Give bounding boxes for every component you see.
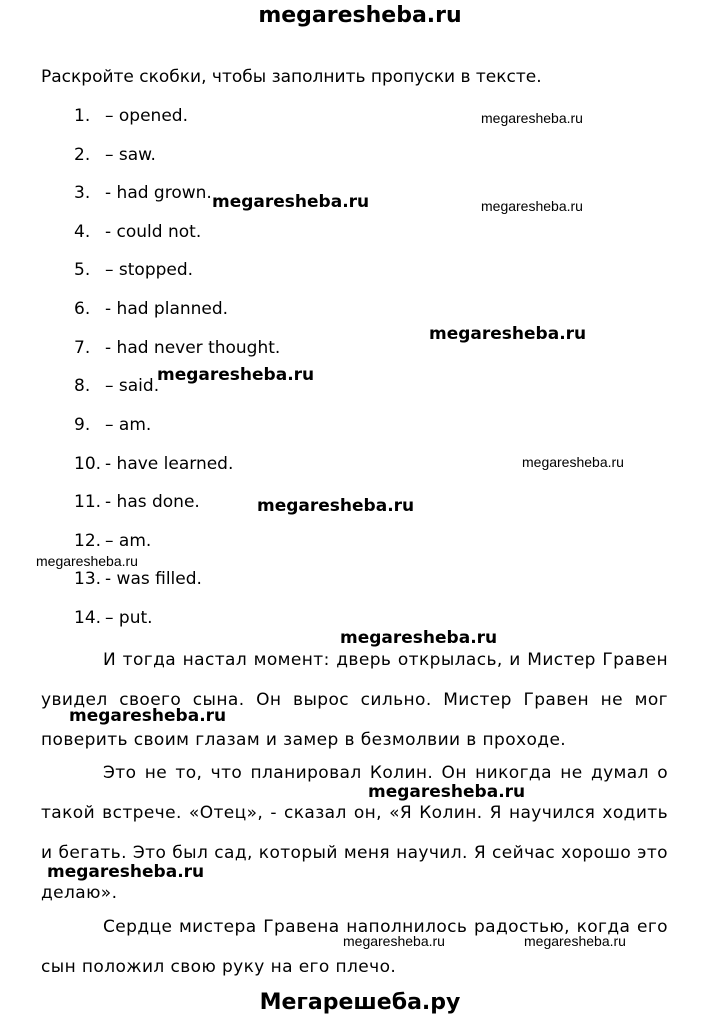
watermark: megaresheba.ru bbox=[429, 324, 587, 344]
list-item: 7. - had never thought. bbox=[74, 338, 281, 358]
list-item: 10. - have learned. bbox=[74, 454, 234, 474]
watermark: megaresheba.ru bbox=[257, 496, 415, 516]
watermark: megaresheba.ru bbox=[47, 862, 205, 882]
watermark: megaresheba.ru bbox=[212, 192, 370, 212]
page-header: megaresheba.ru bbox=[258, 3, 462, 28]
watermark: megaresheba.ru bbox=[340, 628, 498, 648]
list-item: 1. – opened. bbox=[74, 106, 188, 126]
list-item: 12. – am. bbox=[74, 531, 152, 551]
watermark: megaresheba.ru bbox=[69, 706, 227, 726]
list-item: 6. - had planned. bbox=[74, 299, 229, 319]
list-item: 9. – am. bbox=[74, 415, 152, 435]
watermark: megaresheba.ru bbox=[481, 110, 583, 126]
watermark: megaresheba.ru bbox=[522, 454, 624, 470]
page-footer: Мегарешеба.ру bbox=[259, 990, 461, 1015]
watermark: megaresheba.ru bbox=[368, 782, 526, 802]
list-item: 8. – said. bbox=[74, 376, 160, 396]
translation-paragraph-1: И тогда настал момент: дверь открылась, и Мистер Гравен увидел своего сына. Он вырос сильно. Мистер Гравен не мог поверить своим глазам и замер в безмолвии в проходе. bbox=[41, 650, 668, 750]
list-item: 4. - could not. bbox=[74, 222, 202, 242]
translation-paragraph-2: Это не то, что планировал Колин. Он никогда не думал о такой встрече. «Отец», - сказал он, «Я Колин. Я научился ходить и бегать. Это был сад, который меня научил. Я сейчас хорошо это делаю». bbox=[41, 763, 668, 903]
list-item: 13. - was filled. bbox=[74, 569, 202, 589]
watermark: megaresheba.ru bbox=[343, 933, 445, 949]
translation-paragraph-3: Сердце мистера Гравена наполнилось радостью, когда его сын положил свою руку на его плечо. bbox=[41, 917, 668, 977]
list-item: 5. – stopped. bbox=[74, 260, 194, 280]
watermark: megaresheba.ru bbox=[157, 365, 315, 385]
list-item: 3. - had grown. bbox=[74, 183, 212, 203]
list-item: 2. – saw. bbox=[74, 145, 156, 165]
watermark: megaresheba.ru bbox=[36, 553, 138, 569]
list-item: 11. - has done. bbox=[74, 492, 200, 512]
task-instruction: Раскройте скобки, чтобы заполнить пропуски в тексте. bbox=[41, 67, 542, 87]
watermark: megaresheba.ru bbox=[524, 933, 626, 949]
watermark: megaresheba.ru bbox=[481, 198, 583, 214]
list-item: 14. – put. bbox=[74, 608, 153, 628]
